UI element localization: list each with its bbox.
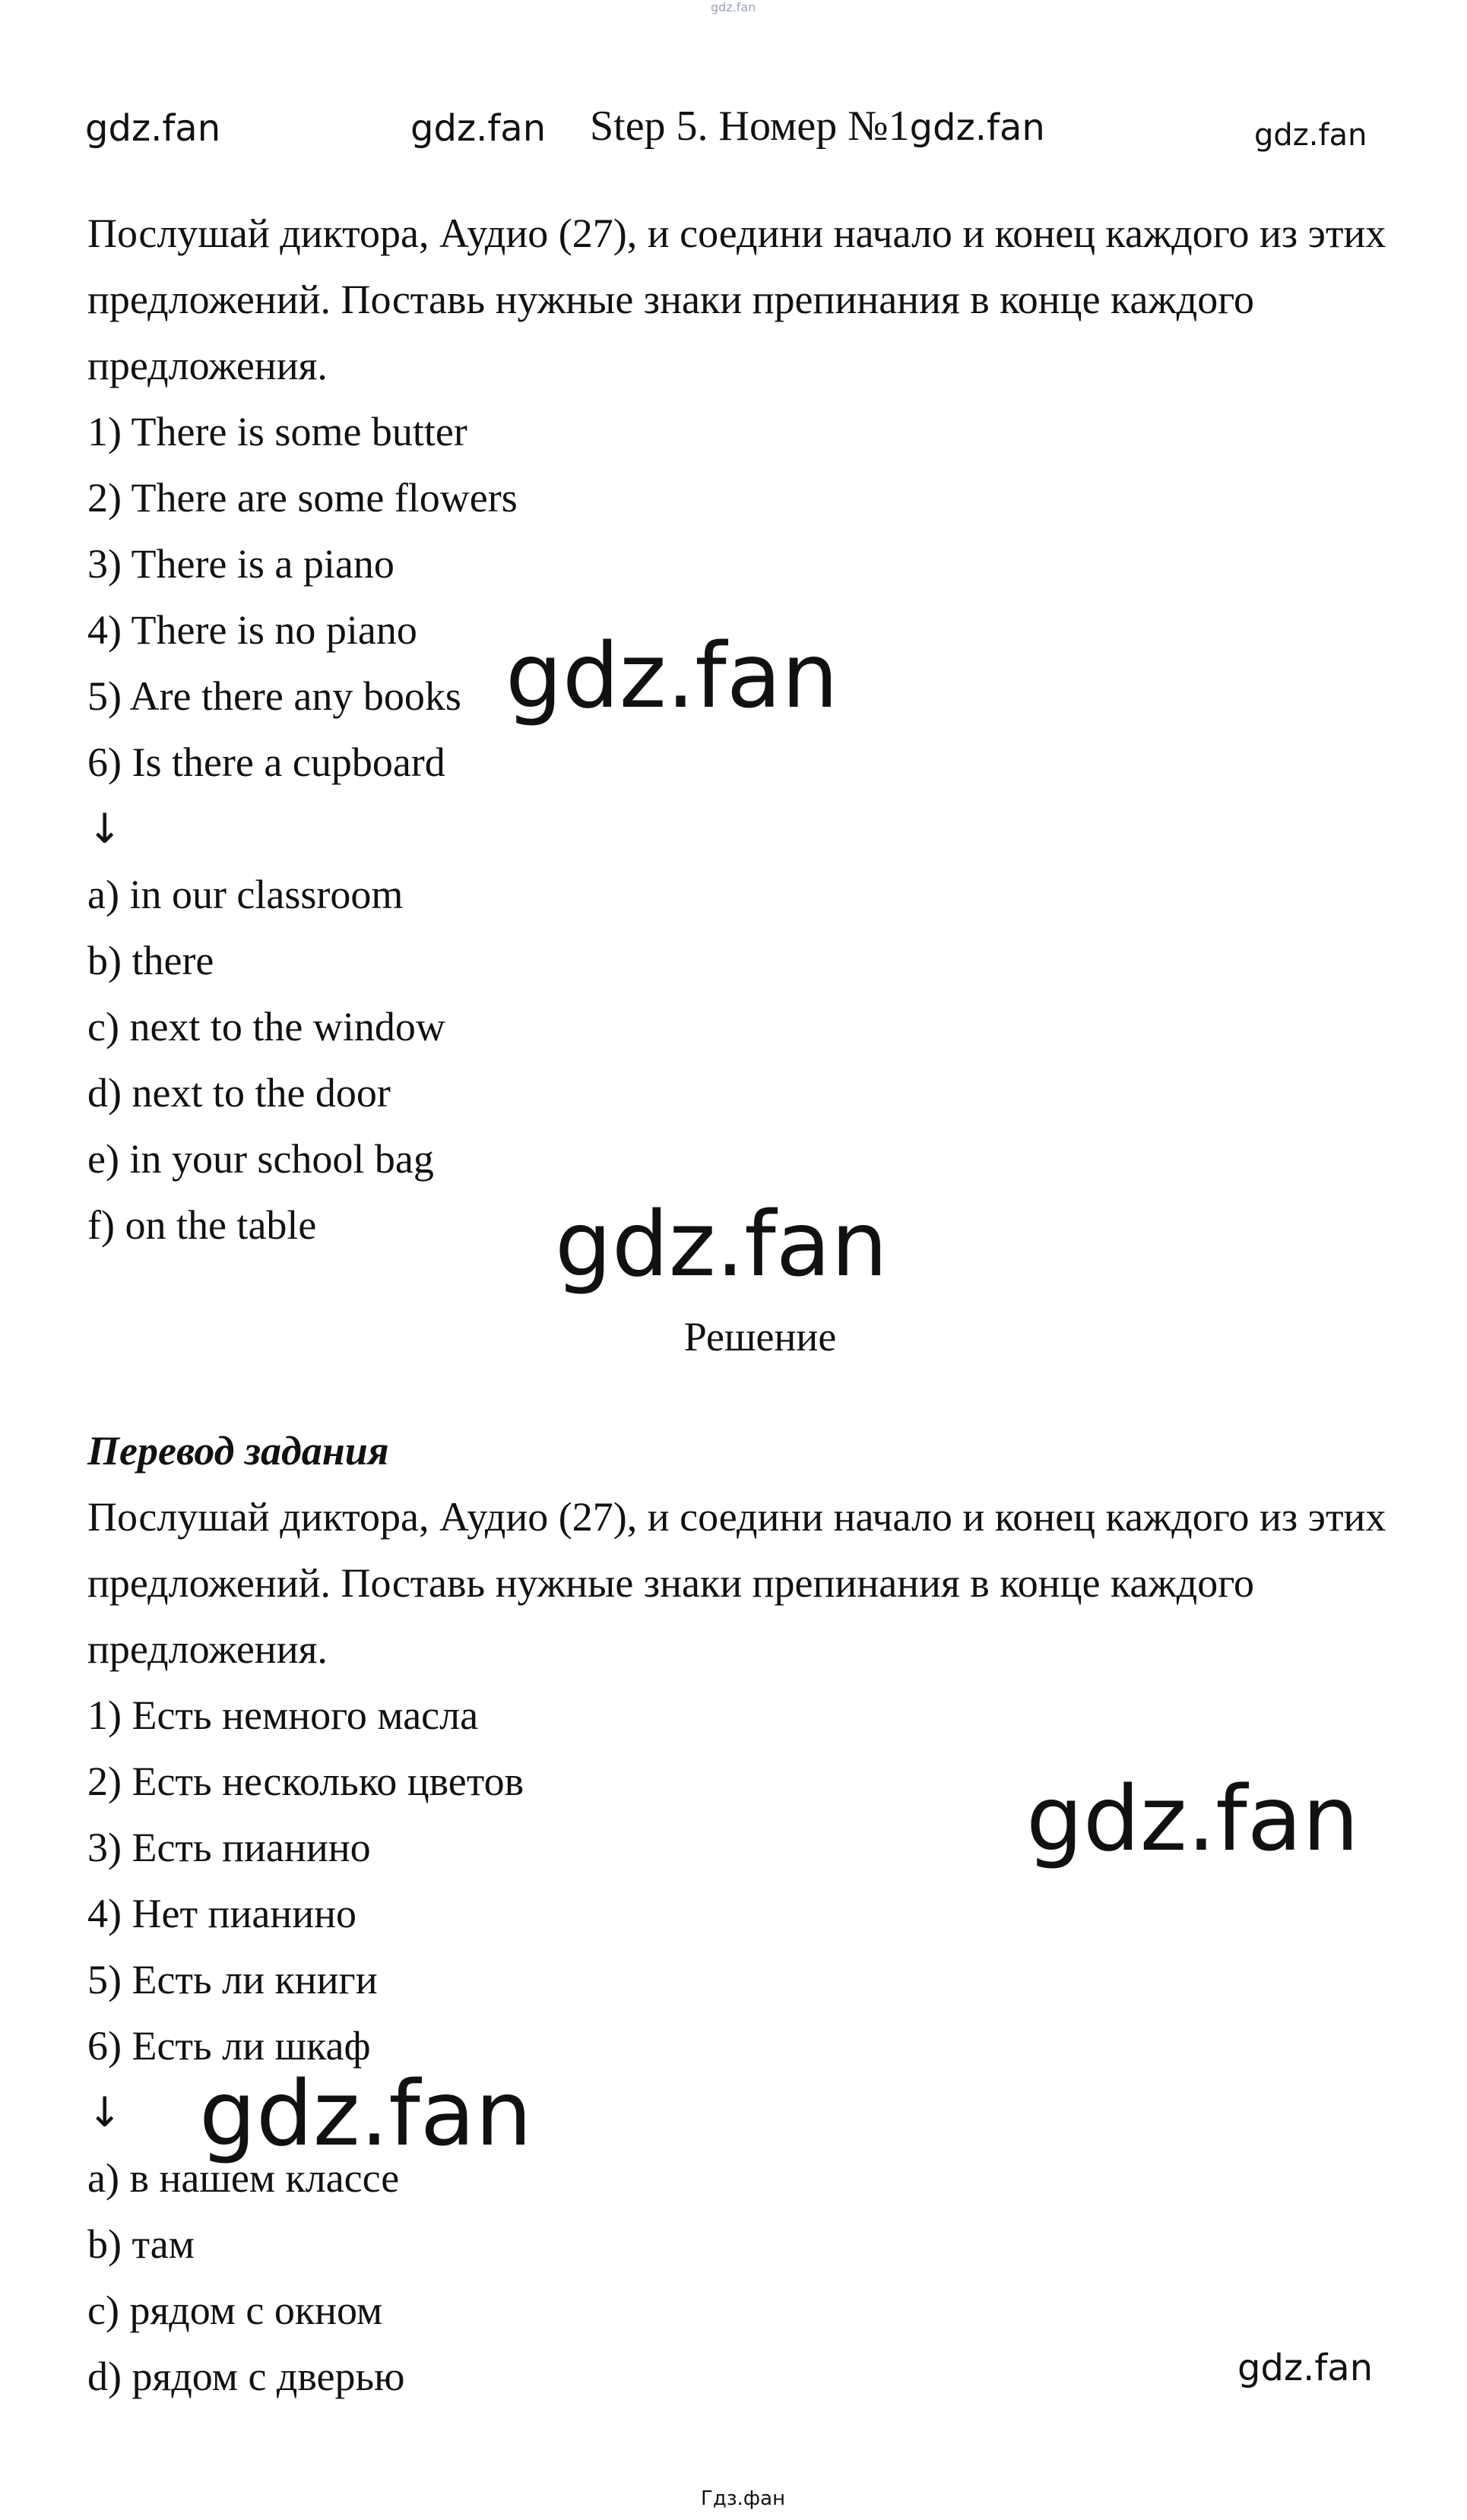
watermark-header-mid: gdz.fan xyxy=(410,107,547,150)
watermark-large: gdz.fan xyxy=(199,2061,532,2166)
task-block xyxy=(87,201,1395,1258)
list-item: c) рядом с окном xyxy=(87,2287,383,2333)
list-item: 6) Есть ли шкаф xyxy=(87,2023,371,2069)
list-item: 5) Are there any books xyxy=(87,673,461,719)
watermark-large: gdz.fan xyxy=(1026,1766,1359,1871)
list-item: 6) Is there a cupboard xyxy=(87,739,445,785)
watermark-bottom-right: gdz.fan xyxy=(1237,2347,1374,2389)
list-item: 1) There is some butter xyxy=(87,409,467,454)
list-item: 1) Есть немного масла xyxy=(87,1692,479,1738)
watermark-top-tiny: gdz.fan xyxy=(711,0,756,14)
list-item: 3) Есть пианино xyxy=(87,1825,371,1870)
watermark-header-right: gdz.fan xyxy=(1254,118,1367,153)
list-item: 2) Есть несколько цветов xyxy=(87,1759,524,1804)
down-arrow-icon: ↓ xyxy=(87,2088,122,2136)
list-item: d) рядом с дверью xyxy=(87,2354,405,2399)
list-item: d) next to the door xyxy=(87,1070,391,1116)
list-item: 4) There is no piano xyxy=(87,607,417,653)
page-title-text: Step 5. Номер №1 xyxy=(590,103,910,150)
list-item: f) on the table xyxy=(87,1202,317,1248)
list-item: a) in our classroom xyxy=(87,872,404,917)
list-item: b) there xyxy=(87,938,214,983)
watermark-footer: Гдз.фан xyxy=(701,2487,786,2510)
page-title-watermark: gdz.fan xyxy=(909,106,1045,149)
watermark-large: gdz.fan xyxy=(555,1192,888,1296)
solution-label: Решение xyxy=(683,1314,837,1360)
list-item: 4) Нет пианино xyxy=(87,1891,357,1936)
down-arrow-icon: ↓ xyxy=(87,805,122,853)
list-item: 5) Есть ли книги xyxy=(87,1957,378,2002)
translation-instruction: Послушай диктора, Аудио (27), и соедини начало и конец каждого из этих предложений. Поставь нужные знаки препинания в конце каждого предложения. xyxy=(87,1494,1386,1672)
page-title xyxy=(590,103,1045,150)
list-item: 3) There is a piano xyxy=(87,541,394,587)
list-item: 2) There are some flowers xyxy=(87,475,518,521)
list-item: e) in your school bag xyxy=(87,1136,434,1182)
list-item: b) там xyxy=(87,2221,195,2267)
task-instruction: Послушай диктора, Аудио (27), и соедини начало и конец каждого из этих предложений. Поставь нужные знаки препинания в конце каждого предложения. xyxy=(87,211,1386,388)
list-item: c) next to the window xyxy=(87,1004,445,1049)
watermark-large: gdz.fan xyxy=(505,623,838,728)
section-heading: Перевод задания xyxy=(87,1428,389,1474)
list-item: a) в нашем классе xyxy=(87,2155,400,2201)
translation-block xyxy=(87,1418,1395,2410)
watermark-header-left: gdz.fan xyxy=(85,107,221,150)
